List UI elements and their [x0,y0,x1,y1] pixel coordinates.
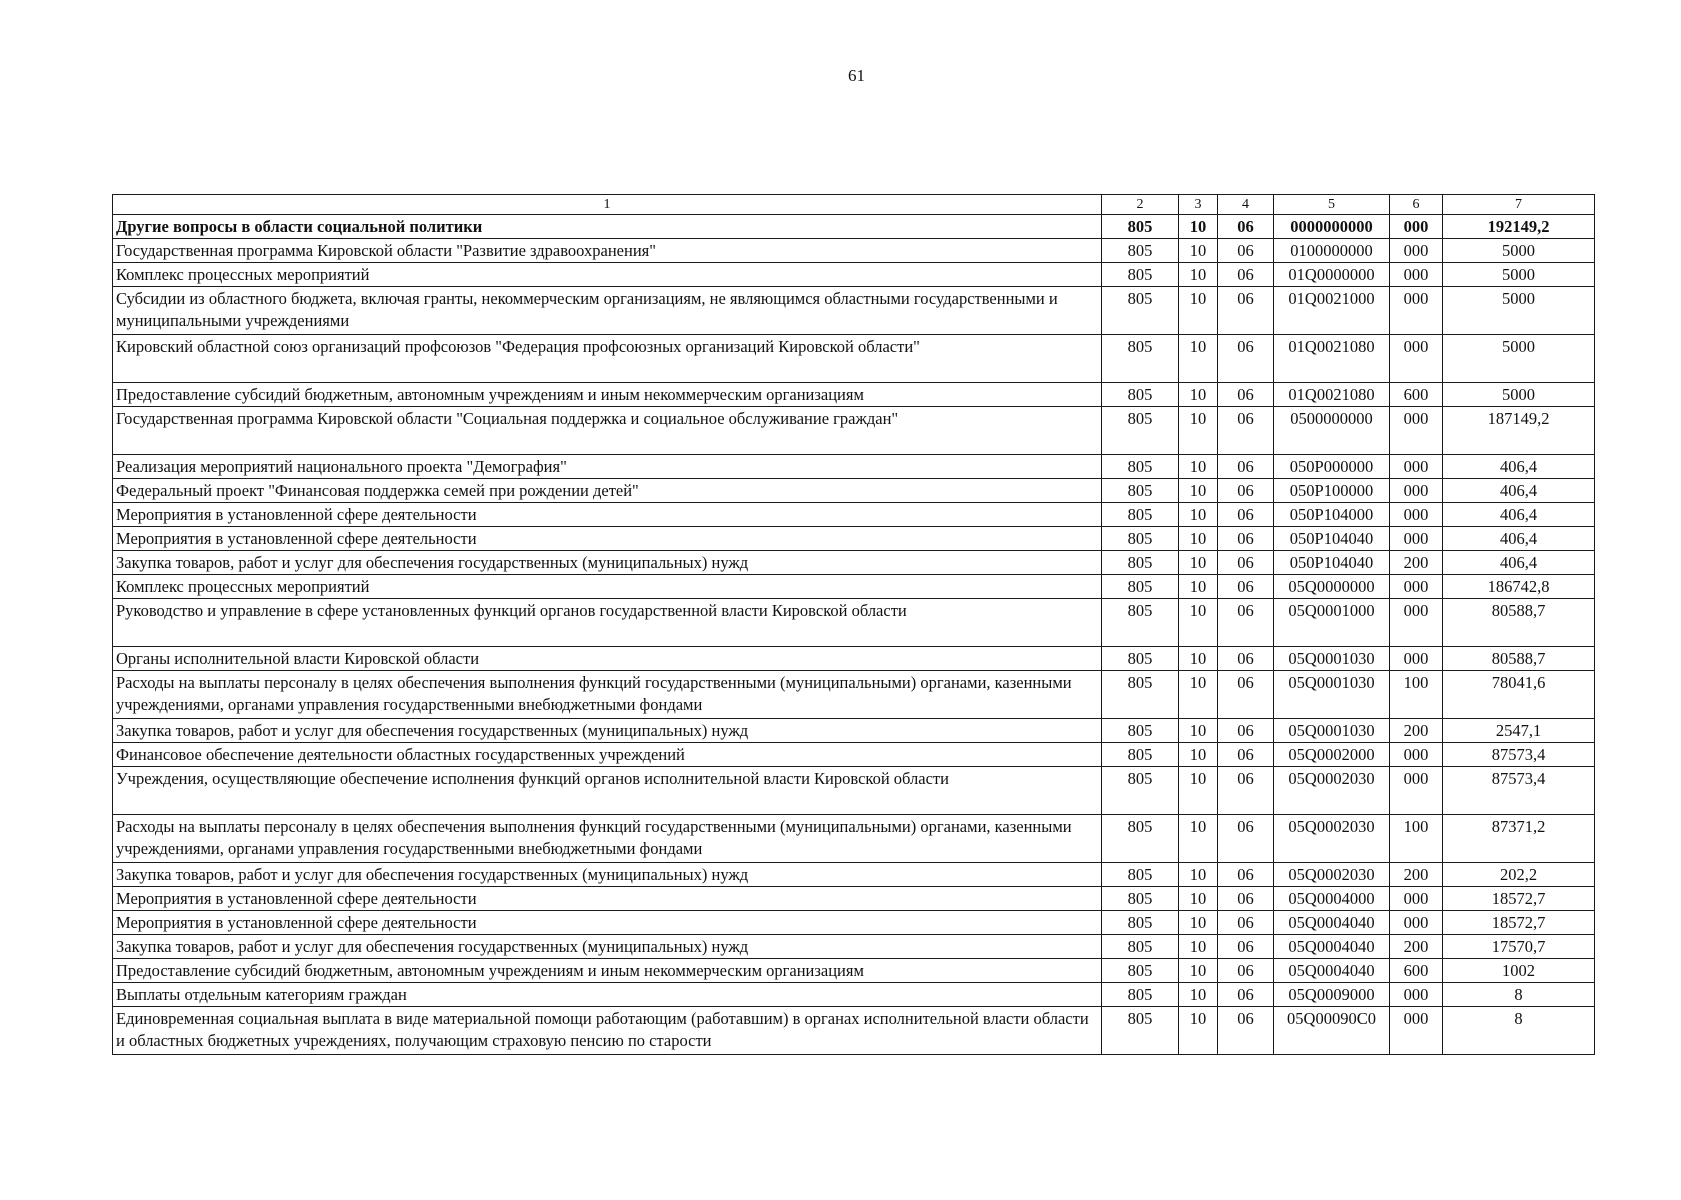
subdivision-code-cell: 06 [1218,767,1274,815]
division-code-cell: 10 [1179,767,1218,815]
row-name-cell: Единовременная социальная выплата в виде материальной помощи работающим (работавшим) в органах исполнительной власти области и областных бюджетных учреждениях, получающим страховую пенсию по старости [113,1007,1102,1055]
section-code-cell: 805 [1102,503,1179,527]
amount-cell: 78041,6 [1443,671,1595,719]
subdivision-code-cell: 06 [1218,911,1274,935]
row-name-cell: Органы исполнительной власти Кировской области [113,647,1102,671]
target-item-code-cell: 05Q0002000 [1274,743,1390,767]
expense-type-code-cell: 000 [1390,263,1443,287]
amount-cell: 186742,8 [1443,575,1595,599]
amount-cell: 5000 [1443,263,1595,287]
division-code-cell: 10 [1179,959,1218,983]
row-name-cell: Руководство и управление в сфере установленных функций органов государственной власти Кировской области [113,599,1102,647]
target-item-code-cell: 0500000000 [1274,407,1390,455]
expense-type-code-cell: 000 [1390,455,1443,479]
target-item-code-cell: 05Q0002030 [1274,767,1390,815]
section-code-cell: 805 [1102,959,1179,983]
division-code-cell: 10 [1179,815,1218,863]
target-item-code-cell: 05Q0004040 [1274,935,1390,959]
section-code-cell: 805 [1102,887,1179,911]
subdivision-code-cell: 06 [1218,407,1274,455]
row-name-cell: Федеральный проект "Финансовая поддержка семей при рождении детей" [113,479,1102,503]
subdivision-code-cell: 06 [1218,239,1274,263]
subdivision-code-cell: 06 [1218,671,1274,719]
section-code-cell: 805 [1102,335,1179,383]
target-item-code-cell: 05Q00090C0 [1274,1007,1390,1055]
table-row [113,599,1595,647]
section-code-cell: 805 [1102,215,1179,239]
row-name-cell: Закупка товаров, работ и услуг для обеспечения государственных (муниципальных) нужд [113,719,1102,743]
amount-cell: 406,4 [1443,503,1595,527]
amount-cell: 5000 [1443,335,1595,383]
target-item-code-cell: 05Q0001000 [1274,599,1390,647]
subdivision-code-cell: 06 [1218,263,1274,287]
subdivision-code-cell: 06 [1218,383,1274,407]
header-cell: 1 [113,195,1102,215]
subdivision-code-cell: 06 [1218,983,1274,1007]
section-code-cell: 805 [1102,479,1179,503]
division-code-cell: 10 [1179,263,1218,287]
table-row [113,527,1595,551]
target-item-code-cell: 05Q0001030 [1274,719,1390,743]
expense-type-code-cell: 000 [1390,911,1443,935]
expense-type-code-cell: 000 [1390,527,1443,551]
table-row [113,335,1595,383]
table-row [113,671,1595,719]
table-row [113,767,1595,815]
table-row [113,551,1595,575]
subdivision-code-cell: 06 [1218,743,1274,767]
division-code-cell: 10 [1179,887,1218,911]
expense-type-code-cell: 000 [1390,335,1443,383]
expense-type-code-cell: 600 [1390,959,1443,983]
amount-cell: 87573,4 [1443,767,1595,815]
subdivision-code-cell: 06 [1218,287,1274,335]
row-name-cell: Другие вопросы в области социальной политики [113,215,1102,239]
table-row [113,287,1595,335]
row-name-cell: Комплекс процессных мероприятий [113,263,1102,287]
division-code-cell: 10 [1179,479,1218,503]
subdivision-code-cell: 06 [1218,479,1274,503]
section-code-cell: 805 [1102,383,1179,407]
amount-cell: 18572,7 [1443,887,1595,911]
header-cell: 2 [1102,195,1179,215]
row-name-cell: Комплекс процессных мероприятий [113,575,1102,599]
division-code-cell: 10 [1179,383,1218,407]
subdivision-code-cell: 06 [1218,647,1274,671]
table-header-row [113,195,1595,215]
row-name-cell: Расходы на выплаты персоналу в целях обеспечения выполнения функций государственными (муниципальными) органами, казенными учреждениями, органами управления государственными внебюджетными фондами [113,671,1102,719]
subdivision-code-cell: 06 [1218,599,1274,647]
expense-type-code-cell: 000 [1390,575,1443,599]
amount-cell: 87573,4 [1443,743,1595,767]
section-code-cell: 805 [1102,767,1179,815]
row-name-cell: Мероприятия в установленной сфере деятельности [113,911,1102,935]
amount-cell: 406,4 [1443,551,1595,575]
amount-cell: 80588,7 [1443,647,1595,671]
amount-cell: 406,4 [1443,527,1595,551]
amount-cell: 2547,1 [1443,719,1595,743]
subdivision-code-cell: 06 [1218,551,1274,575]
table-row [113,407,1595,455]
division-code-cell: 10 [1179,503,1218,527]
target-item-code-cell: 05Q0004040 [1274,959,1390,983]
expense-type-code-cell: 200 [1390,719,1443,743]
expense-type-code-cell: 000 [1390,767,1443,815]
section-code-cell: 805 [1102,527,1179,551]
target-item-code-cell: 05Q0004040 [1274,911,1390,935]
target-item-code-cell: 05Q0002030 [1274,863,1390,887]
amount-cell: 5000 [1443,239,1595,263]
amount-cell: 17570,7 [1443,935,1595,959]
target-item-code-cell: 050P104040 [1274,527,1390,551]
header-cell: 6 [1390,195,1443,215]
page-number-text: 61 [848,66,865,85]
row-name-cell: Финансовое обеспечение деятельности областных государственных учреждений [113,743,1102,767]
table-row [113,887,1595,911]
row-name-cell: Реализация мероприятий национального проекта "Демография" [113,455,1102,479]
subdivision-code-cell: 06 [1218,575,1274,599]
section-code-cell: 805 [1102,599,1179,647]
section-code-cell: 805 [1102,911,1179,935]
row-name-cell: Государственная программа Кировской области "Развитие здравоохранения" [113,239,1102,263]
row-name-cell: Предоставление субсидий бюджетным, автономным учреждениям и иным некоммерческим организациям [113,959,1102,983]
expense-type-code-cell: 000 [1390,599,1443,647]
division-code-cell: 10 [1179,599,1218,647]
header-cell: 3 [1179,195,1218,215]
amount-cell: 1002 [1443,959,1595,983]
subdivision-code-cell: 06 [1218,455,1274,479]
table-row [113,503,1595,527]
section-code-cell: 805 [1102,983,1179,1007]
expense-type-code-cell: 000 [1390,479,1443,503]
target-item-code-cell: 050P000000 [1274,455,1390,479]
amount-cell: 8 [1443,1007,1595,1055]
division-code-cell: 10 [1179,719,1218,743]
target-item-code-cell: 050P104040 [1274,551,1390,575]
row-name-cell: Мероприятия в установленной сфере деятельности [113,527,1102,551]
row-name-cell: Учреждения, осуществляющие обеспечение исполнения функций органов исполнительной власти Кировской области [113,767,1102,815]
division-code-cell: 10 [1179,455,1218,479]
row-name-cell: Закупка товаров, работ и услуг для обеспечения государственных (муниципальных) нужд [113,935,1102,959]
subdivision-code-cell: 06 [1218,527,1274,551]
expense-type-code-cell: 000 [1390,743,1443,767]
expense-type-code-cell: 000 [1390,1007,1443,1055]
subdivision-code-cell: 06 [1218,887,1274,911]
expense-type-code-cell: 600 [1390,383,1443,407]
division-code-cell: 10 [1179,287,1218,335]
section-code-cell: 805 [1102,575,1179,599]
table-row [113,743,1595,767]
subdivision-code-cell: 06 [1218,935,1274,959]
section-code-cell: 805 [1102,407,1179,455]
division-code-cell: 10 [1179,647,1218,671]
table-row [113,239,1595,263]
amount-cell: 192149,2 [1443,215,1595,239]
subdivision-code-cell: 06 [1218,215,1274,239]
section-code-cell: 805 [1102,263,1179,287]
target-item-code-cell: 01Q0021000 [1274,287,1390,335]
subdivision-code-cell: 06 [1218,959,1274,983]
subdivision-code-cell: 06 [1218,719,1274,743]
table-row [113,215,1595,239]
division-code-cell: 10 [1179,527,1218,551]
budget-table [112,194,1595,1055]
section-code-cell: 805 [1102,719,1179,743]
division-code-cell: 10 [1179,743,1218,767]
target-item-code-cell: 050P104000 [1274,503,1390,527]
table-row [113,383,1595,407]
amount-cell: 5000 [1443,287,1595,335]
subdivision-code-cell: 06 [1218,335,1274,383]
target-item-code-cell: 05Q0009000 [1274,983,1390,1007]
expense-type-code-cell: 000 [1390,983,1443,1007]
table-row [113,1007,1595,1055]
target-item-code-cell: 05Q0002030 [1274,815,1390,863]
section-code-cell: 805 [1102,815,1179,863]
amount-cell: 5000 [1443,383,1595,407]
table-row [113,647,1595,671]
target-item-code-cell: 01Q0000000 [1274,263,1390,287]
target-item-code-cell: 01Q0021080 [1274,335,1390,383]
row-name-cell: Расходы на выплаты персоналу в целях обеспечения выполнения функций государственными (муниципальными) органами, казенными учреждениями, органами управления государственными внебюджетными фондами [113,815,1102,863]
section-code-cell: 805 [1102,863,1179,887]
expense-type-code-cell: 200 [1390,863,1443,887]
division-code-cell: 10 [1179,983,1218,1007]
amount-cell: 87371,2 [1443,815,1595,863]
table-row [113,479,1595,503]
expense-type-code-cell: 100 [1390,671,1443,719]
table-row [113,959,1595,983]
amount-cell: 202,2 [1443,863,1595,887]
amount-cell: 187149,2 [1443,407,1595,455]
section-code-cell: 805 [1102,671,1179,719]
target-item-code-cell: 05Q0001030 [1274,671,1390,719]
table-row [113,935,1595,959]
row-name-cell: Мероприятия в установленной сфере деятельности [113,887,1102,911]
header-cell: 5 [1274,195,1390,215]
amount-cell: 406,4 [1443,455,1595,479]
table-row [113,863,1595,887]
division-code-cell: 10 [1179,335,1218,383]
division-code-cell: 10 [1179,575,1218,599]
section-code-cell: 805 [1102,1007,1179,1055]
division-code-cell: 10 [1179,671,1218,719]
target-item-code-cell: 050P100000 [1274,479,1390,503]
section-code-cell: 805 [1102,647,1179,671]
expense-type-code-cell: 000 [1390,215,1443,239]
division-code-cell: 10 [1179,407,1218,455]
amount-cell: 18572,7 [1443,911,1595,935]
expense-type-code-cell: 000 [1390,239,1443,263]
division-code-cell: 10 [1179,911,1218,935]
table-row [113,815,1595,863]
section-code-cell: 805 [1102,743,1179,767]
subdivision-code-cell: 06 [1218,815,1274,863]
row-name-cell: Мероприятия в установленной сфере деятельности [113,503,1102,527]
division-code-cell: 10 [1179,239,1218,263]
expense-type-code-cell: 000 [1390,407,1443,455]
table-row [113,263,1595,287]
header-cell: 4 [1218,195,1274,215]
division-code-cell: 10 [1179,1007,1218,1055]
expense-type-code-cell: 200 [1390,935,1443,959]
row-name-cell: Субсидии из областного бюджета, включая гранты, некоммерческим организациям, не являющимся областными государственными и муниципальными учреждениями [113,287,1102,335]
row-name-cell: Закупка товаров, работ и услуг для обеспечения государственных (муниципальных) нужд [113,863,1102,887]
section-code-cell: 805 [1102,239,1179,263]
target-item-code-cell: 0000000000 [1274,215,1390,239]
row-name-cell: Выплаты отдельным категориям граждан [113,983,1102,1007]
expense-type-code-cell: 000 [1390,287,1443,335]
row-name-cell: Предоставление субсидий бюджетным, автономным учреждениям и иным некоммерческим организациям [113,383,1102,407]
section-code-cell: 805 [1102,455,1179,479]
table-row [113,575,1595,599]
target-item-code-cell: 05Q0001030 [1274,647,1390,671]
division-code-cell: 10 [1179,935,1218,959]
target-item-code-cell: 01Q0021080 [1274,383,1390,407]
target-item-code-cell: 05Q0004000 [1274,887,1390,911]
row-name-cell: Государственная программа Кировской области "Социальная поддержка и социальное обслуживание граждан" [113,407,1102,455]
expense-type-code-cell: 000 [1390,887,1443,911]
target-item-code-cell: 0100000000 [1274,239,1390,263]
amount-cell: 8 [1443,983,1595,1007]
section-code-cell: 805 [1102,551,1179,575]
subdivision-code-cell: 06 [1218,503,1274,527]
division-code-cell: 10 [1179,863,1218,887]
amount-cell: 80588,7 [1443,599,1595,647]
table-row [113,983,1595,1007]
expense-type-code-cell: 000 [1390,503,1443,527]
expense-type-code-cell: 200 [1390,551,1443,575]
section-code-cell: 805 [1102,935,1179,959]
row-name-cell: Закупка товаров, работ и услуг для обеспечения государственных (муниципальных) нужд [113,551,1102,575]
table-row [113,455,1595,479]
row-name-cell: Кировский областной союз организаций профсоюзов "Федерация профсоюзных организаций Кировской области" [113,335,1102,383]
table-row [113,911,1595,935]
header-cell: 7 [1443,195,1595,215]
subdivision-code-cell: 06 [1218,1007,1274,1055]
division-code-cell: 10 [1179,551,1218,575]
expense-type-code-cell: 000 [1390,647,1443,671]
amount-cell: 406,4 [1443,479,1595,503]
table-row [113,719,1595,743]
division-code-cell: 10 [1179,215,1218,239]
subdivision-code-cell: 06 [1218,863,1274,887]
section-code-cell: 805 [1102,287,1179,335]
expense-type-code-cell: 100 [1390,815,1443,863]
target-item-code-cell: 05Q0000000 [1274,575,1390,599]
